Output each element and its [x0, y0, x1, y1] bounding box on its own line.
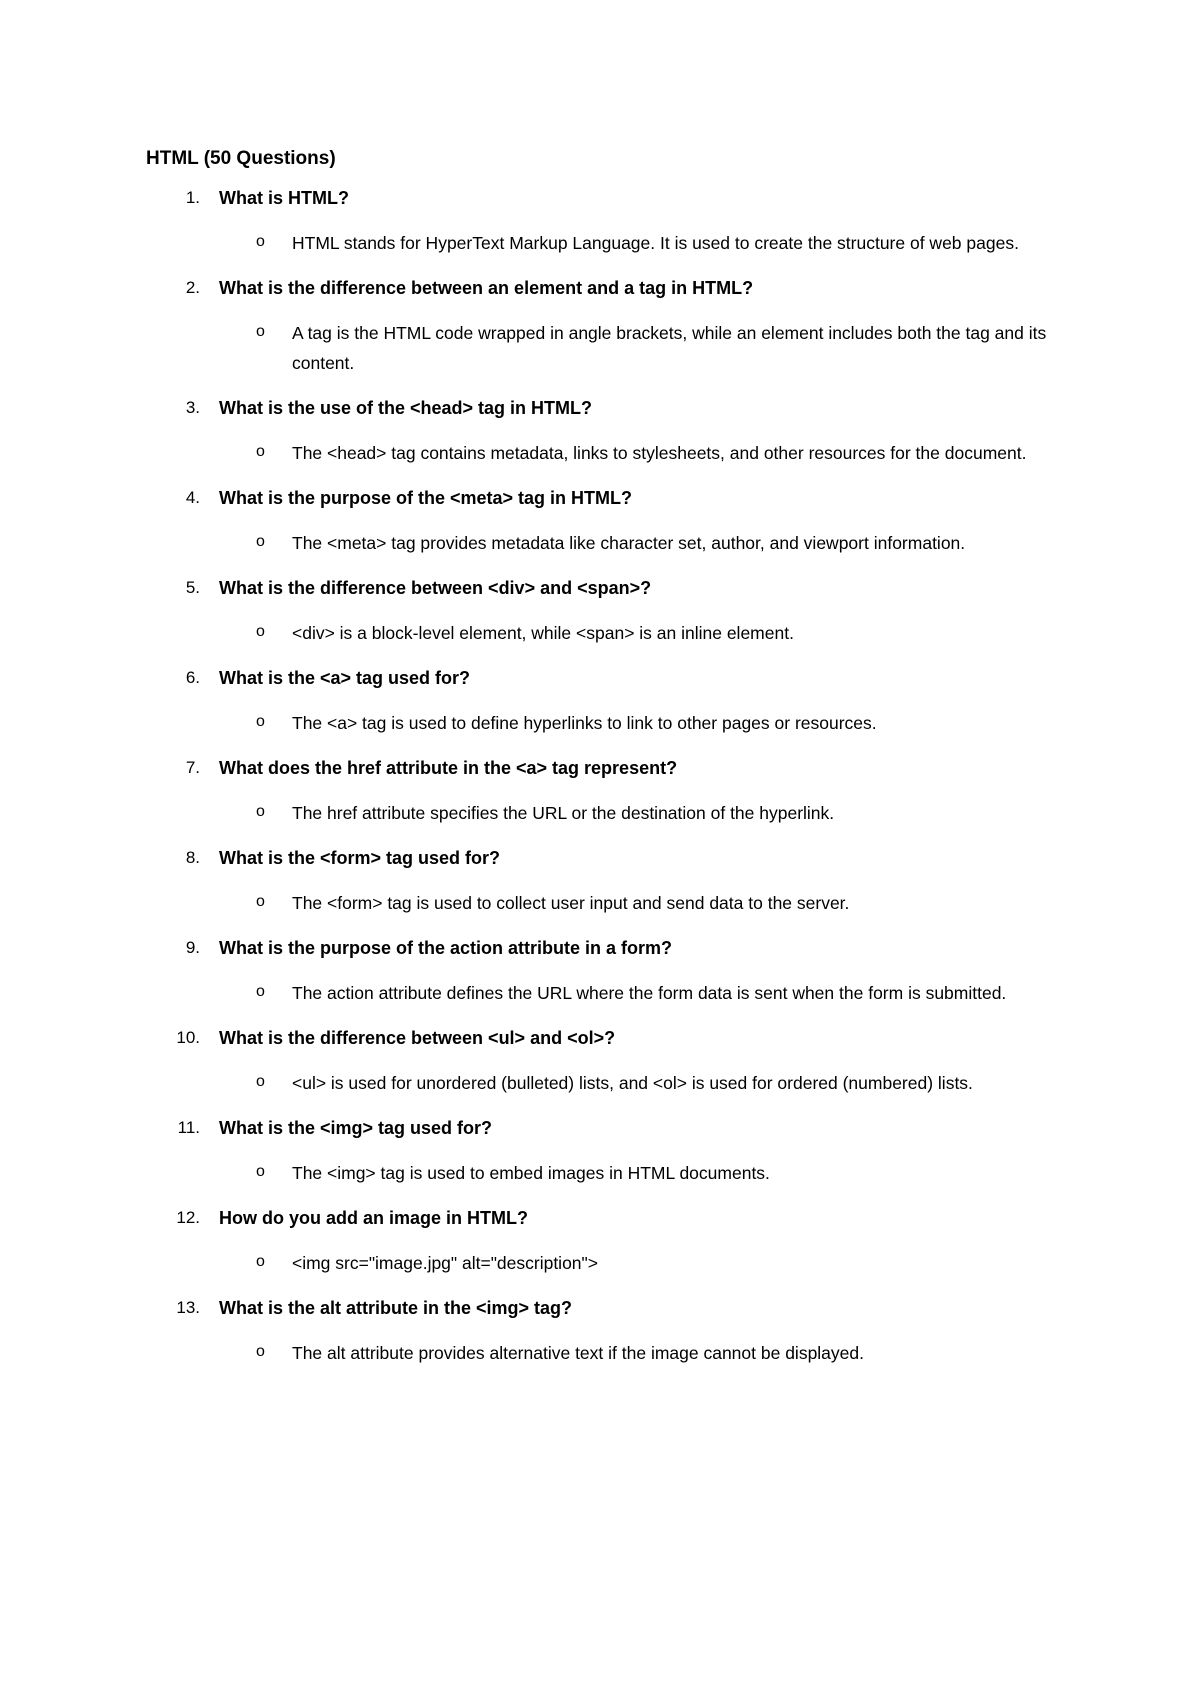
- answer-text: A tag is the HTML code wrapped in angle brackets, while an element includes both the tag and its content.: [292, 323, 1047, 373]
- answer-text: The href attribute specifies the URL or the destination of the hyperlink.: [292, 803, 835, 823]
- answer-text: The alt attribute provides alternative text if the image cannot be displayed.: [292, 1343, 864, 1363]
- question-item: [0, 1024, 1200, 1098]
- question-item: [0, 484, 1200, 558]
- question-text: How do you add an image in HTML?: [219, 1208, 528, 1228]
- answer-row: [0, 708, 1200, 738]
- answer-text: <ul> is used for unordered (bulleted) lists, and <ol> is used for ordered (numbered) lists.: [292, 1073, 973, 1093]
- question-row: 1. What is HTML?: [185, 188, 349, 208]
- bullet-icon: o: [256, 533, 265, 550]
- bullet-icon: o: [256, 623, 265, 640]
- bullet-icon: o: [256, 1163, 265, 1180]
- answer-text: <img src="image.jpg" alt="description">: [292, 1253, 598, 1273]
- question-row: 4. What is the purpose of the <meta> tag in HTML?: [185, 488, 633, 508]
- question-item: [0, 394, 1200, 468]
- question-item: [0, 934, 1200, 1008]
- question-row: 5. What is the difference between <div> and <span>?: [185, 578, 652, 598]
- question-item: [0, 1294, 1200, 1368]
- answer-text: The <head> tag contains metadata, links to stylesheets, and other resources for the document.: [292, 443, 1027, 463]
- question-item: [0, 1204, 1200, 1278]
- question-item: [0, 754, 1200, 828]
- question-text: What is the <img> tag used for?: [219, 1118, 493, 1138]
- bullet-icon: o: [256, 443, 265, 460]
- bullet-icon: o: [256, 893, 265, 910]
- bullet-icon: o: [256, 323, 265, 340]
- question-row: 12. How do you add an image in HTML?: [176, 1208, 528, 1228]
- question-text: What does the href attribute in the <a> tag represent?: [219, 758, 678, 778]
- question-row: 9. What is the purpose of the action attribute in a form?: [185, 938, 673, 958]
- answer-row: [0, 318, 1200, 378]
- answer-row: [0, 888, 1200, 918]
- answer-row: [0, 528, 1200, 558]
- question-text: What is the use of the <head> tag in HTML?: [219, 398, 593, 418]
- answer-row: [0, 1068, 1200, 1098]
- question-text: What is the <form> tag used for?: [219, 848, 501, 868]
- answer-row: [0, 618, 1200, 648]
- answer-text: The <img> tag is used to embed images in HTML documents.: [292, 1163, 770, 1183]
- document-title: HTML (50 Questions): [146, 148, 336, 169]
- question-item: [0, 274, 1200, 378]
- question-text: What is the alt attribute in the <img> tag?: [219, 1298, 573, 1318]
- answer-text: <div> is a block-level element, while <span> is an inline element.: [292, 623, 794, 643]
- question-text: What is the <a> tag used for?: [219, 668, 471, 688]
- question-row: 10. What is the difference between <ul> and <ol>?: [176, 1028, 616, 1048]
- answer-row: [0, 1158, 1200, 1188]
- answer-row: [0, 1338, 1200, 1368]
- answer-text: The <a> tag is used to define hyperlinks to link to other pages or resources.: [292, 713, 877, 733]
- question-text: What is the difference between <div> and <span>?: [219, 578, 652, 598]
- bullet-icon: o: [256, 233, 265, 250]
- answer-text: HTML stands for HyperText Markup Language. It is used to create the structure of web pages.: [292, 233, 1019, 253]
- question-item: [0, 574, 1200, 648]
- bullet-icon: o: [256, 713, 265, 730]
- bullet-icon: o: [256, 1253, 265, 1270]
- answer-text: The <form> tag is used to collect user input and send data to the server.: [292, 893, 850, 913]
- question-row: 13. What is the alt attribute in the <img> tag?: [176, 1298, 573, 1318]
- answer-row: [0, 1248, 1200, 1278]
- question-list: [0, 184, 1200, 1384]
- answer-text: The action attribute defines the URL where the form data is sent when the form is submitted.: [292, 983, 1007, 1003]
- question-row: 2. What is the difference between an element and a tag in HTML?: [185, 278, 754, 298]
- question-row: 8. What is the <form> tag used for?: [185, 848, 501, 868]
- question-text: What is the purpose of the action attribute in a form?: [219, 938, 673, 958]
- question-text: What is HTML?: [219, 188, 349, 208]
- answer-row: [0, 978, 1200, 1008]
- answer-row: [0, 438, 1200, 468]
- bullet-icon: o: [256, 1343, 265, 1360]
- question-text: What is the purpose of the <meta> tag in HTML?: [219, 488, 633, 508]
- question-item: [0, 184, 1200, 258]
- bullet-icon: o: [256, 983, 265, 1000]
- question-item: [0, 844, 1200, 918]
- answer-row: [0, 798, 1200, 828]
- question-text: What is the difference between <ul> and <ol>?: [219, 1028, 616, 1048]
- question-text: What is the difference between an element and a tag in HTML?: [219, 278, 754, 298]
- question-row: 7. What does the href attribute in the <a> tag represent?: [185, 758, 678, 778]
- question-row: 3. What is the use of the <head> tag in HTML?: [185, 398, 593, 418]
- bullet-icon: o: [256, 803, 265, 820]
- bullet-icon: o: [256, 1073, 265, 1090]
- question-row: 6. What is the <a> tag used for?: [185, 668, 471, 688]
- question-item: [0, 664, 1200, 738]
- answer-row: [0, 228, 1200, 258]
- question-row: 11. What is the <img> tag used for?: [177, 1118, 493, 1138]
- question-item: [0, 1114, 1200, 1188]
- answer-text: The <meta> tag provides metadata like character set, author, and viewport information.: [292, 533, 966, 553]
